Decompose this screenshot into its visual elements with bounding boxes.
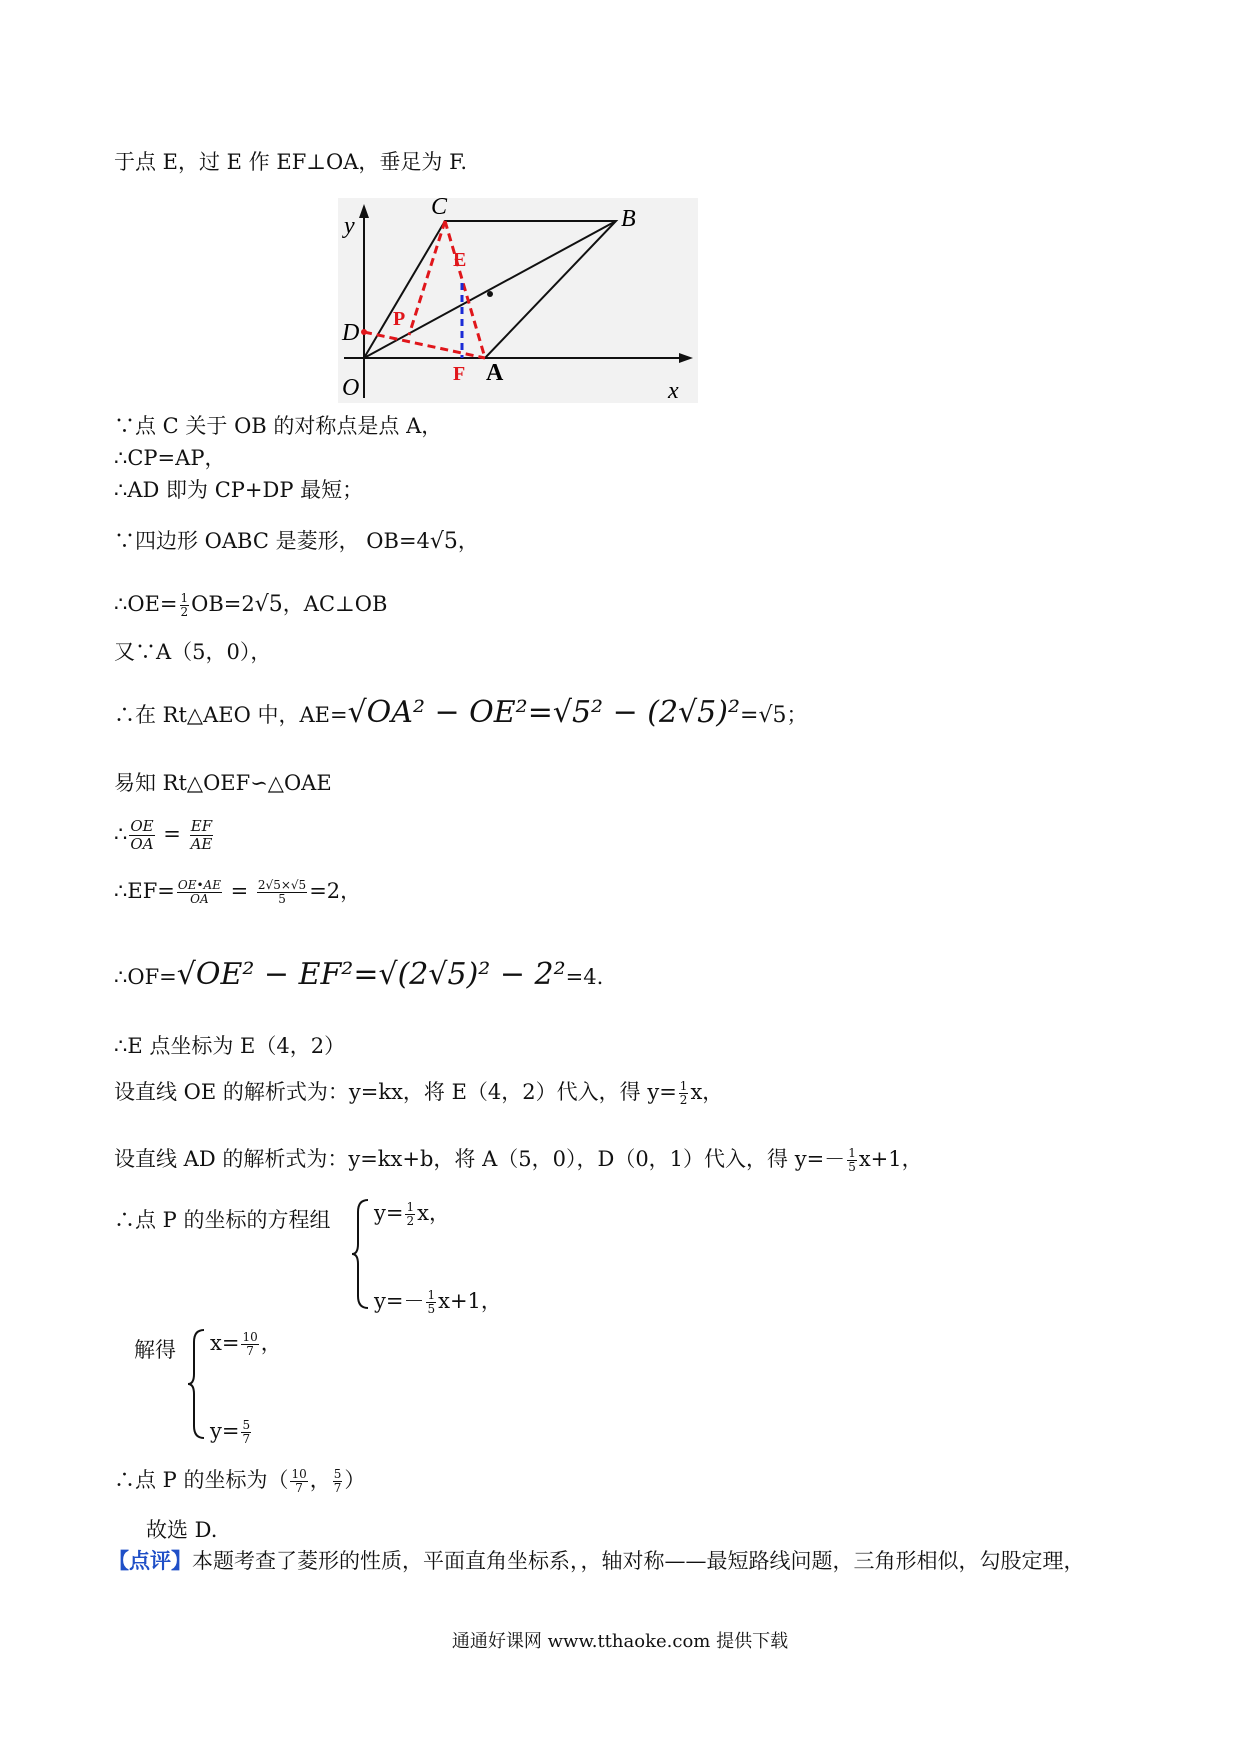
text-line-13: ∴E 点坐标为 E（4，2） — [114, 1034, 346, 1058]
text-5b: ， — [457, 529, 479, 553]
half2-numerator: 1 — [679, 1079, 688, 1093]
fraction-oe-oa — [129, 818, 154, 853]
of-expression-1: √OE² − EF² — [176, 957, 354, 992]
text-18a: ∴点 P 的坐标为（ — [114, 1468, 289, 1492]
text-15b: x+1， — [858, 1147, 923, 1171]
ae-expression-3: =√5 — [740, 703, 787, 728]
text-line-10: ∴ $\frac{OE}{OA}$ = $\frac{EF}{AE}$ — [114, 817, 213, 853]
text-14b: x， — [690, 1080, 724, 1104]
sys1b: x， — [417, 1201, 450, 1225]
fraction-half — [180, 592, 190, 619]
solution-x — [210, 1328, 282, 1358]
text-line-6 — [114, 589, 387, 620]
rhombus-coordinate-figure — [338, 198, 698, 403]
text-6a: ∴OE= — [114, 592, 178, 616]
x-denominator: 7 — [246, 1344, 254, 1358]
sys1-fraction — [405, 1201, 415, 1228]
text-line-12 — [114, 957, 604, 992]
solution-y — [210, 1416, 282, 1446]
system-eq-1 — [374, 1198, 502, 1228]
text-6c: ，AC⊥OB — [282, 592, 388, 616]
ef-value-numerator: 2√5×√5 — [257, 878, 307, 892]
label-y: y — [344, 213, 355, 239]
text-line-3: ∴CP=AP， — [114, 446, 226, 470]
diagonal-midpoint-dot — [487, 291, 493, 297]
of-expression-2: =√(2√5)² − 2² — [353, 957, 566, 992]
text-line-9: 易知 Rt△OEF∽△OAE — [114, 771, 332, 795]
label-d: D — [342, 320, 360, 346]
solution-brace — [188, 1328, 206, 1440]
label-p: P — [393, 308, 406, 330]
system-eq-2 — [374, 1286, 502, 1316]
text-line-18 — [114, 1465, 365, 1495]
review-text: 本题考查了菱形的性质，平面直角坐标系，，轴对称——最短路线问题，三角形相似，勾股定理， — [192, 1549, 1085, 1573]
px-denominator: 7 — [295, 1481, 303, 1495]
point-d-dot — [361, 329, 367, 335]
fraction-fifth — [847, 1147, 857, 1174]
half-denominator: 2 — [180, 605, 189, 619]
review-tag: 【点评】 — [108, 1548, 192, 1573]
py-denominator: 7 — [333, 1481, 342, 1495]
text-line-19: 故选 D. — [146, 1518, 218, 1542]
half2-denominator: 2 — [679, 1093, 688, 1107]
text-line-1: 于点 E，过 E 作 EF⊥OA，垂足为 F. — [114, 150, 468, 174]
label-b: B — [621, 206, 636, 232]
sys2b: x+1， — [438, 1289, 502, 1313]
text-line-2: ∵点 C 关于 OB 的对称点是点 A， — [114, 414, 443, 438]
fifth-denominator: 5 — [848, 1160, 856, 1174]
ef-numerator: EF — [190, 817, 213, 835]
sqrt-5: √5 — [429, 529, 458, 554]
sys1-numerator: 1 — [406, 1200, 415, 1214]
text-line-7: 又∵A（5，0）， — [114, 640, 272, 664]
label-c: C — [431, 198, 448, 220]
fifth-numerator: 1 — [848, 1146, 856, 1160]
text-line-8 — [114, 695, 808, 731]
py-numerator: 5 — [333, 1467, 342, 1481]
x-numerator: 10 — [242, 1330, 258, 1344]
y-denominator: 7 — [242, 1432, 251, 1446]
fraction-ef-value — [257, 879, 307, 906]
text-line-4: ∴AD 即为 CP+DP 最短； — [114, 478, 364, 502]
text-line-15 — [114, 1144, 923, 1174]
equation-system — [352, 1198, 502, 1316]
label-e: E — [453, 249, 467, 271]
text-15a: 设直线 AD 的解析式为：y=kx+b，将 A（5，0），D（0，1）代入，得 y=－ — [114, 1147, 846, 1171]
ef-formula-numerator: OE•AE — [177, 878, 221, 892]
sys2-fraction — [426, 1289, 436, 1316]
half-numerator: 1 — [180, 591, 189, 605]
review-line — [108, 1546, 1085, 1576]
text-12b: =4. — [565, 965, 604, 989]
oa-denominator: OA — [130, 835, 154, 853]
text-12a: ∴OF= — [114, 965, 177, 989]
sqrt-5-b: √5 — [254, 592, 283, 617]
p-y-fraction — [333, 1468, 343, 1495]
ae-expression-1: √OA² − OE² — [347, 695, 528, 730]
text-11a: ∴EF= — [114, 879, 175, 903]
fraction-ef-ae — [190, 818, 214, 853]
text-line-14 — [114, 1077, 723, 1107]
sys2-numerator: 1 — [427, 1288, 436, 1302]
system-brace — [352, 1198, 370, 1310]
fraction-ef-formula — [177, 879, 222, 906]
text-18c: ） — [344, 1468, 366, 1492]
text-8a: ∴在 Rt△AEO 中，AE= — [114, 703, 348, 727]
ef-value-denominator: 5 — [278, 892, 286, 906]
text-11b: =2， — [309, 879, 362, 903]
sys1-denominator: 2 — [406, 1214, 415, 1228]
text-8b: ； — [786, 703, 808, 727]
y-numerator: 5 — [242, 1418, 251, 1432]
label-x: x — [668, 378, 679, 403]
fraction-half-2 — [679, 1080, 689, 1107]
label-f: F — [453, 363, 466, 385]
ef-formula-denominator: OA — [190, 892, 209, 906]
label-o: O — [342, 375, 360, 401]
sol1a: x= — [210, 1331, 240, 1355]
text-18b: ， — [309, 1468, 331, 1492]
text-5a: ∵四边形 OABC 是菱形， OB=4 — [114, 529, 430, 553]
px-numerator: 10 — [291, 1467, 307, 1481]
p-x-fraction — [290, 1468, 307, 1495]
figure-background — [338, 198, 698, 403]
x-fraction — [241, 1331, 258, 1358]
page-footer: 通通好课网 www.tthaoke.com 提供下载 — [451, 1631, 789, 1652]
text-10a: ∴ — [114, 822, 128, 846]
oe-numerator: OE — [130, 817, 154, 835]
ae-expression-2: =√5² − (2√5)² — [527, 695, 741, 730]
ae-denominator: AE — [190, 835, 213, 853]
text-6b: OB=2 — [191, 592, 255, 616]
text-line-11: ∴EF= $\frac{OE•AE}{OA}$ = $\frac{2√5\times√5}{5}$ =2， — [114, 878, 362, 906]
text-line-17: 解得 — [134, 1338, 176, 1362]
sol1b: ， — [260, 1331, 282, 1355]
text-line-16: ∴点 P 的坐标的方程组 — [114, 1208, 331, 1232]
y-fraction — [241, 1419, 251, 1446]
label-a: A — [486, 360, 504, 386]
sys2-denominator: 5 — [427, 1302, 436, 1316]
sys2a: y=－ — [374, 1289, 425, 1313]
solution-system — [188, 1328, 282, 1446]
text-14a: 设直线 OE 的解析式为：y=kx，将 E（4，2）代入，得 y= — [114, 1080, 677, 1104]
sol2a: y= — [210, 1419, 240, 1443]
sys1a: y= — [374, 1201, 404, 1225]
text-line-5 — [114, 526, 479, 557]
